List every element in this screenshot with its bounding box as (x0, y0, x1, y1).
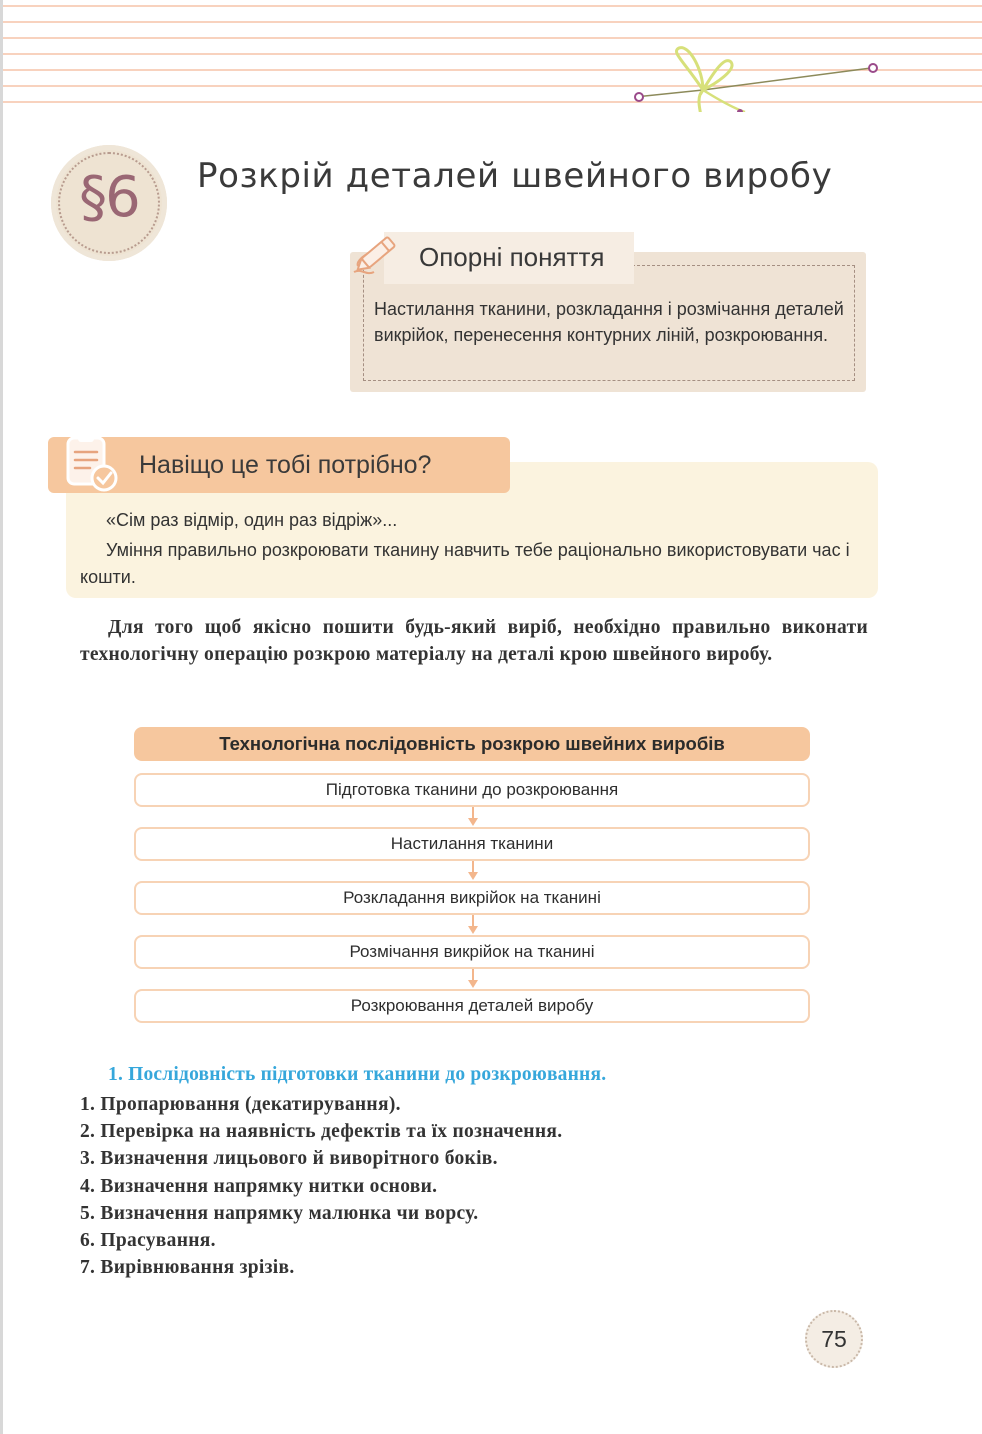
paragraph-badge (51, 145, 167, 261)
flowchart-title: Технологічна послідовність розкрою швейних виробів (134, 727, 810, 761)
paragraph-marker: §6 (79, 165, 139, 230)
list-item: 7. Вирівнювання зрізів. (80, 1257, 295, 1279)
list-item: 3. Визначення лицьового й виворітного боків. (80, 1148, 498, 1170)
flowchart-arrow (466, 861, 480, 881)
clipboard-check-icon (60, 430, 128, 498)
page-title: Розкрій деталей швейного виробу (197, 156, 833, 196)
preparation-list (80, 1091, 562, 1281)
key-concepts-dashed-top (632, 265, 855, 266)
why-needed-title: Навіщо це тобі потрібно? (139, 451, 432, 479)
flowchart-step: Розмічання викрійок на тканині (134, 935, 810, 969)
flowchart-step: Підготовка тканини до розкроювання (134, 773, 810, 807)
flowchart-step: Розкладання викрійок на тканині (134, 881, 810, 915)
why-needed-text: Уміння правильно розкроювати тканину навчить тебе раціонально використовувати час і кошти. (80, 540, 850, 587)
pencil-icon (348, 222, 410, 284)
flowchart-step: Розкроювання деталей виробу (134, 989, 810, 1023)
list-item: 6. Прасування. (80, 1230, 216, 1252)
flowchart-arrow (466, 807, 480, 827)
list-item: 2. Перевірка на наявність дефектів та їх позначення. (80, 1121, 563, 1143)
intro-paragraph: Для того щоб якісно пошити будь-який виріб, необхідно правильно виконати технологічну операцію розкрою матеріалу на деталі крою швейного виробу. (80, 617, 868, 665)
page-edge (0, 0, 3, 1434)
why-needed-proverb: «Сім раз відмір, один раз відріж»... (106, 510, 398, 530)
ruled-lines-header (3, 0, 982, 112)
flowchart-step: Настилання тканини (134, 827, 810, 861)
preparation-list-heading: 1. Послідовність підготовки тканини до розкроювання. (108, 1064, 607, 1085)
flowchart-arrow (466, 915, 480, 935)
list-item: 5. Визначення напрямку малюнка чи ворсу. (80, 1202, 479, 1224)
page-number: 75 (805, 1310, 863, 1368)
key-concepts-text: Настилання тканини, розкладання і розмічання деталей викрійок, перенесення контурних ліній, розкроювання. (374, 299, 844, 345)
key-concepts-title: Опорні поняття (419, 242, 605, 272)
list-item: 1. Пропарювання (декатирування). (80, 1094, 401, 1115)
flowchart-arrow (466, 969, 480, 989)
list-item: 4. Визначення напрямку нитки основи. (80, 1175, 438, 1197)
